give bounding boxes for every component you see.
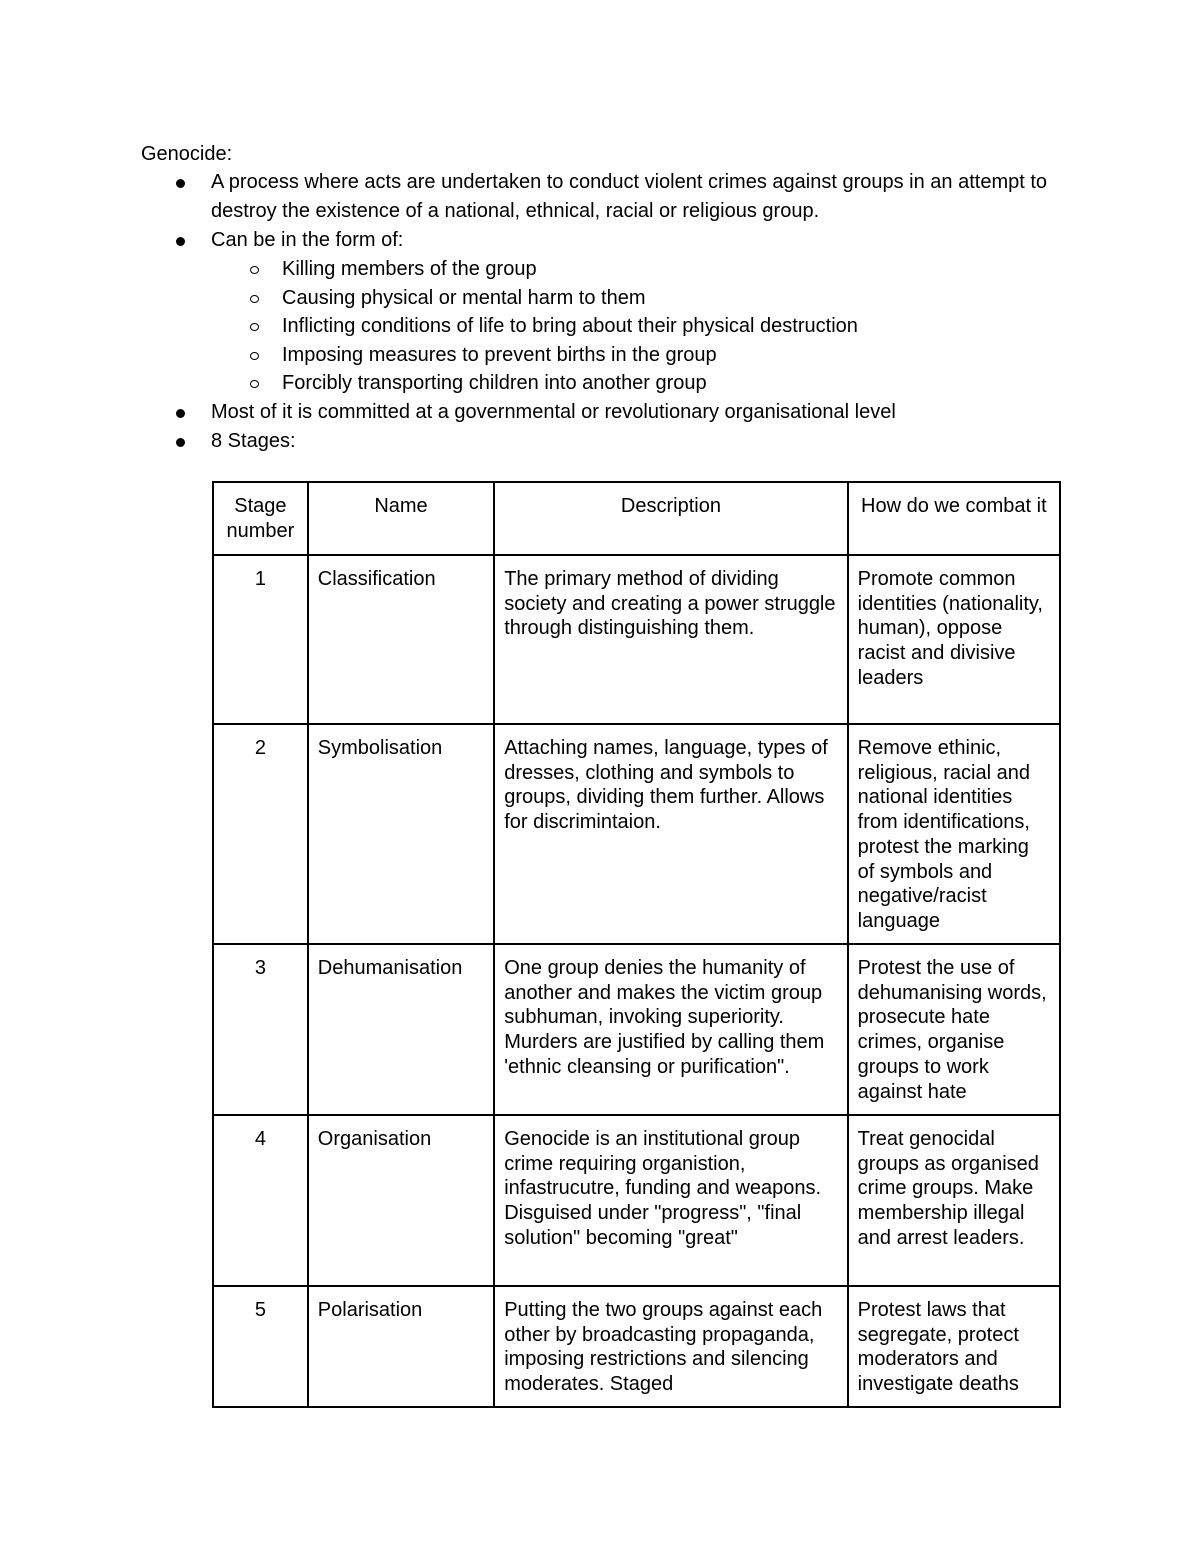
cell-description: Genocide is an institutional group crime requiring organistion, infastrucutre, funding and weapons. Disguised under "progress", "final solution" becoming "great" <box>494 1115 847 1286</box>
cell-name: Dehumanisation <box>308 944 494 1115</box>
table-row <box>213 944 1060 1115</box>
filled-bullet-icon <box>176 438 185 447</box>
hollow-bullet-icon <box>250 295 259 303</box>
cell-stage-number: 4 <box>213 1115 308 1286</box>
cell-description: Attaching names, language, types of dresses, clothing and symbols to groups, dividing them further. Allows for discrimintaion. <box>494 724 847 944</box>
list-item <box>141 226 1071 398</box>
table-row <box>213 555 1060 724</box>
filled-bullet-icon <box>176 237 185 246</box>
cell-stage-number: 1 <box>213 555 308 724</box>
hollow-bullet-icon <box>250 380 259 388</box>
table-header-row <box>213 482 1060 555</box>
cell-name: Symbolisation <box>308 724 494 944</box>
form-text: Causing physical or mental harm to them <box>282 286 646 309</box>
sub-list-item <box>141 369 1071 398</box>
form-text: Forcibly transporting children into another group <box>282 372 707 394</box>
cell-combat: Treat genocidal groups as organised crime groups. Make membership illegal and arrest leaders. <box>848 1115 1060 1286</box>
hollow-bullet-icon <box>250 266 259 274</box>
hollow-bullet-icon <box>250 352 259 360</box>
doc-title: Genocide: <box>141 143 233 165</box>
list-item <box>141 398 1071 427</box>
header-stage-number: Stage number <box>213 482 308 555</box>
filled-bullet-icon <box>176 179 185 188</box>
table-row <box>213 724 1060 944</box>
cell-combat: Protest the use of dehumanising words, prosecute hate crimes, organise groups to work against hate <box>848 944 1060 1115</box>
table-row <box>213 1115 1060 1286</box>
filled-bullet-icon <box>176 409 185 418</box>
committed-text: Most of it is committed at a governmental or revolutionary organisational level <box>211 400 896 423</box>
document-body <box>141 140 1071 456</box>
cell-name: Organisation <box>308 1115 494 1286</box>
definition-text: A process where acts are undertaken to conduct violent crimes against groups in an attempt to destroy the existence of a national, ethnical, racial or religious group. <box>211 171 1048 222</box>
cell-name: Polarisation <box>308 1286 494 1407</box>
hollow-bullet-icon <box>250 323 259 331</box>
stages-table <box>212 481 1061 1408</box>
cell-stage-number: 5 <box>213 1286 308 1407</box>
list-item <box>141 427 1071 456</box>
cell-name: Classification <box>308 555 494 724</box>
cell-combat: Promote common identities (nationality, human), oppose racist and divisive leaders <box>848 555 1060 724</box>
stages-label: 8 Stages: <box>211 429 296 452</box>
form-text: Killing members of the group <box>282 258 537 280</box>
sub-list-item <box>141 312 1071 341</box>
cell-description: The primary method of dividing society and creating a power struggle through distinguishing them. <box>494 555 847 724</box>
header-combat: How do we combat it <box>848 482 1060 555</box>
main-bullet-list <box>141 168 1071 456</box>
sub-list-item <box>141 255 1071 284</box>
form-text: Imposing measures to prevent births in the group <box>282 343 717 366</box>
sub-list-item <box>141 284 1071 313</box>
cell-combat: Remove ethinic, religious, racial and national identities from identifications, protest the marking of symbols and negative/racist language <box>848 724 1060 944</box>
cell-description: One group denies the humanity of another and makes the victim group subhuman, invoking superiority. Murders are justified by calling them 'ethnic cleansing or purification". <box>494 944 847 1115</box>
list-item <box>141 168 1071 226</box>
cell-stage-number: 2 <box>213 724 308 944</box>
cell-stage-number: 3 <box>213 944 308 1115</box>
cell-description: Putting the two groups against each other by broadcasting propaganda, imposing restrictions and silencing moderates. Staged <box>494 1286 847 1407</box>
forms-label: Can be in the form of: <box>211 229 404 251</box>
forms-sublist <box>141 255 1071 398</box>
cell-combat: Protest laws that segregate, protect moderators and investigate deaths <box>848 1286 1060 1407</box>
form-text: Inflicting conditions of life to bring about their physical destruction <box>282 315 858 337</box>
table-row <box>213 1286 1060 1407</box>
sub-list-item <box>141 341 1071 370</box>
header-description: Description <box>494 482 847 555</box>
header-name: Name <box>308 482 494 555</box>
